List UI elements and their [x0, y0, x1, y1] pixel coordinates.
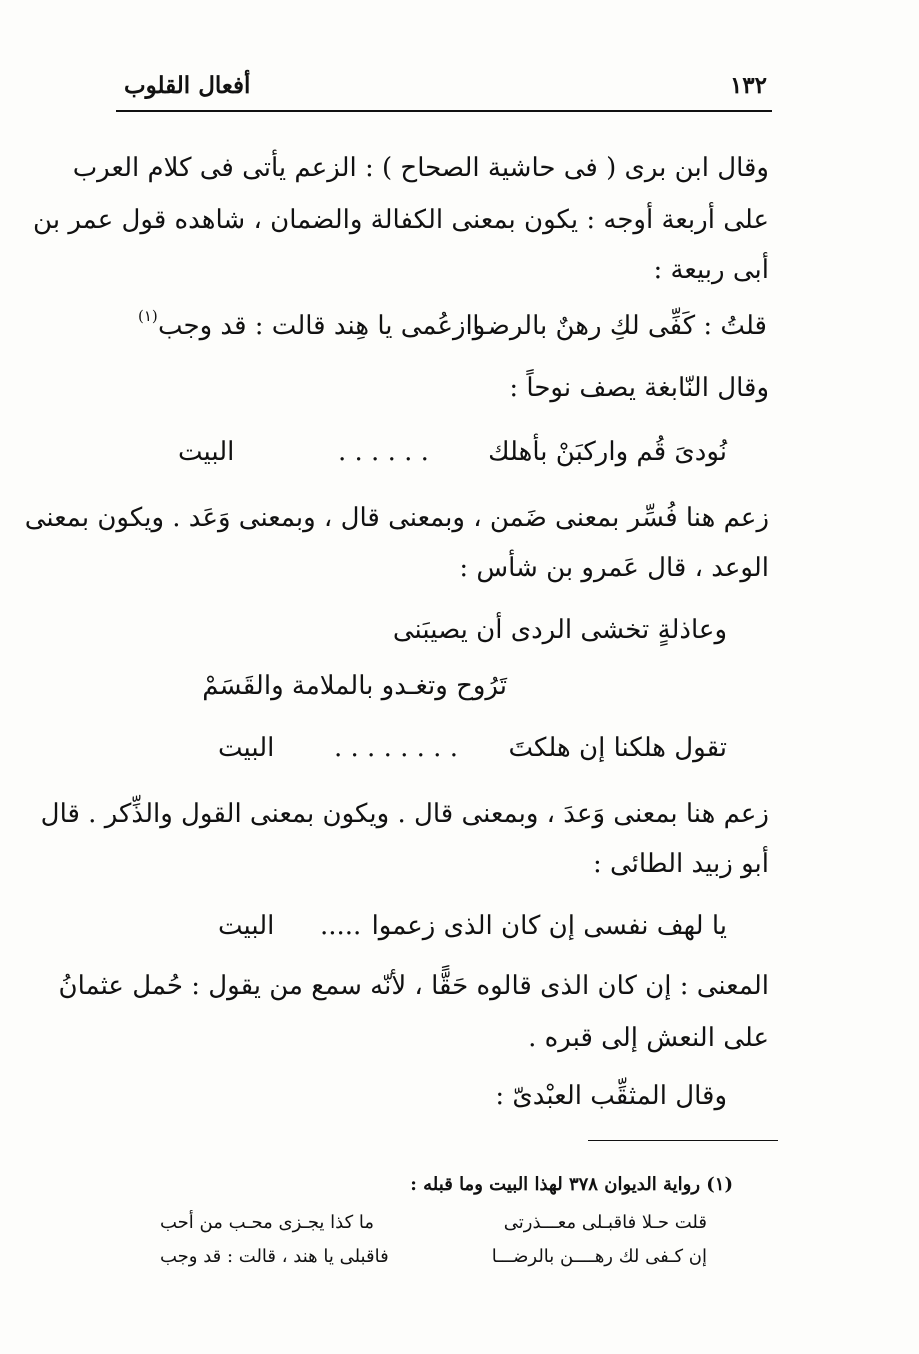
- verse-5-first-hemistich: يا لهف نفسى إن كان الذى زعموا: [371, 911, 727, 941]
- verse-4-first-hemistich: تقول هلكنا إن هلكتَ: [508, 733, 727, 763]
- verse-5-dots: .....: [320, 911, 362, 941]
- paragraph-5-line-1: المعنى : إن كان الذى قالوه حَقًّا ، لأنّه سمع من يقول : حُمل عثمانُ: [58, 971, 769, 1001]
- paragraph-6: وقال المثقِّب العبْدىّ :: [495, 1081, 727, 1111]
- paragraph-4-line-2: أبو زبيد الطائى :: [592, 849, 769, 879]
- verse-4-dots: . . . . . . . .: [334, 733, 458, 763]
- verse-2-tail: البيت: [178, 437, 235, 467]
- paragraph-5-line-2: على النعش إلى قبره .: [528, 1023, 769, 1053]
- paragraph-2: وقال النّابغة يصف نوحاً :: [509, 373, 769, 403]
- footnote-couplet-2-left: فاقبلى يا هند ، قالت : قد وجب: [160, 1246, 389, 1267]
- footnote-couplet-2-right: إن كـفى لك رهــــن بالرضـــا: [491, 1246, 707, 1267]
- header-rule: [116, 110, 772, 112]
- verse-4-tail: البيت: [218, 733, 275, 763]
- paragraph-1-line-2: على أربعة أوجه : يكون بمعنى الكفالة والضمان ، شاهده قول عمر بن: [33, 205, 769, 235]
- footnote-marker: (١): [138, 307, 158, 325]
- verse-2-first-hemistich: نُودىَ قُم واركبَنْ بأهلك: [488, 437, 727, 467]
- running-title: أفعال القلوب: [124, 72, 251, 99]
- verse-5-tail: البيت: [218, 911, 275, 941]
- paragraph-4-line-1: زعم هنا بمعنى وَعدَ ، وبمعنى قال . ويكون بمعنى القول والذِّكر . قال: [40, 799, 769, 829]
- paragraph-1-line-3: أبى ربيعة :: [653, 255, 769, 285]
- verse-2-dots: . . . . . .: [338, 437, 429, 467]
- page-number: ١٣٢: [729, 72, 767, 99]
- footnote-rule: [588, 1140, 778, 1141]
- footnote-intro: (١) رواية الديوان ٣٧٨ لهذا البيت وما قبله :: [410, 1174, 733, 1195]
- verse-1-first-hemistich: قلتُ : كَفِّى لكِ رهنٌ بالرضـا: [472, 311, 767, 341]
- footnote-couplet-1-left: ما كذا يجـزى محـب من أحب: [160, 1212, 375, 1233]
- paragraph-1-line-1: وقال ابن برى ( فى حاشية الصحاح ) : الزعم يأتى فى كلام العرب: [72, 153, 769, 183]
- verse-3-line-1: وعاذلةٍ تخشى الردى أن يصيبَنى: [392, 615, 727, 645]
- paragraph-3-line-2: الوعد ، قال عَمرو بن شأس :: [459, 553, 769, 583]
- footnote-couplet-1-right: قلت حـلا فاقبـلى معـــذرتى: [503, 1212, 707, 1233]
- paragraph-3-line-1: زعم هنا فُسِّر بمعنى ضَمن ، وبمعنى قال ، وبمعنى وَعَد . ويكون بمعنى: [24, 503, 769, 533]
- verse-3-line-2: تَرُوح وتغـدو بالملامة والقَسَمْ: [202, 671, 507, 701]
- verse-1-second-hemistich: وازعُمى يا هِند قالت : قد وجب: [158, 311, 486, 341]
